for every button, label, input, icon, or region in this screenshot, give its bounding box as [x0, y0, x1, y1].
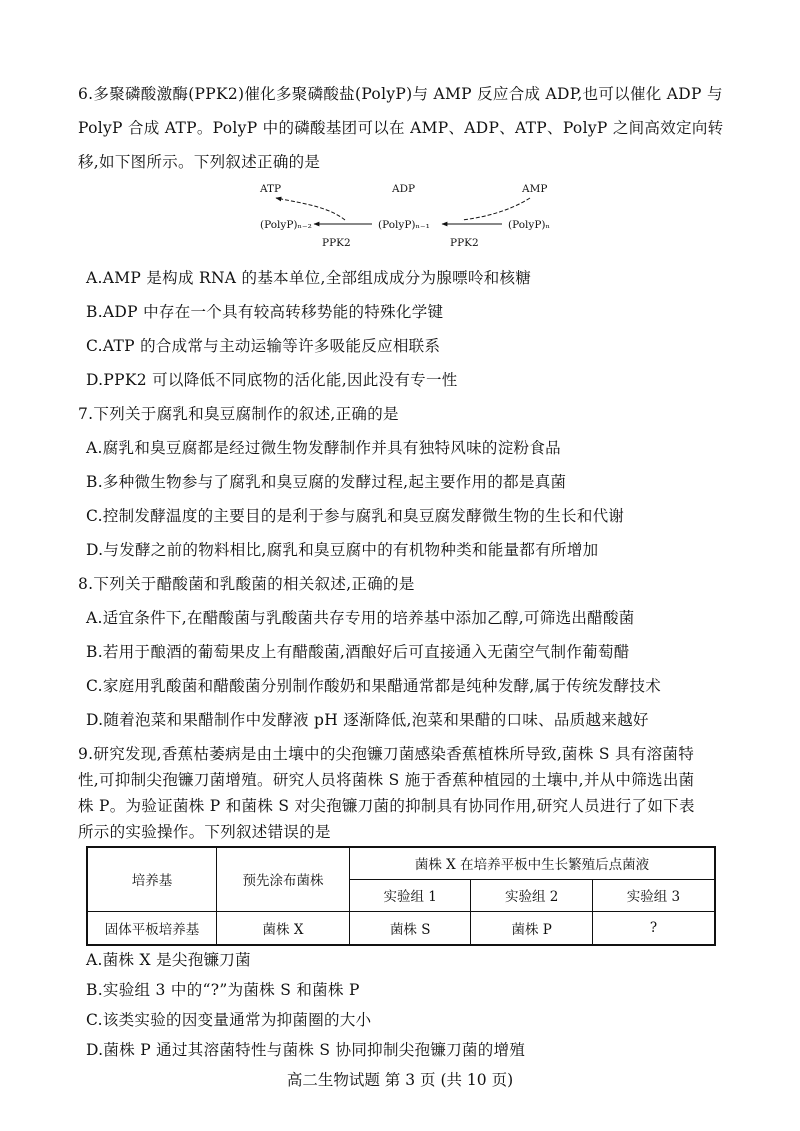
table-row	[87, 911, 715, 945]
q7-option-a: A.腐乳和臭豆腐都是经过微生物发酵制作并具有独特风味的淀粉食品	[86, 439, 561, 457]
amp-to-adp-curve	[462, 198, 530, 220]
q6-stem-line3: 移,如下图所示。下列叙述正确的是	[78, 153, 321, 171]
q6-option-a: A.AMP 是构成 RNA 的基本单位,全部组成成分为腺嘌呤和核糖	[86, 269, 532, 287]
adp-label: ADP	[392, 183, 416, 195]
polyp-n-minus-1: (PolyP)ₙ₋₁	[378, 219, 430, 231]
q9-stem-line4: 所示的实验操作。下列叙述错误的是	[78, 823, 331, 841]
q9-stem-line2: 性,可抑制尖孢镰刀菌增殖。研究人员将菌株 S 施于香蕉种植园的土壤中,并从中筛选出菌	[78, 771, 695, 789]
q8-option-d: D.随着泡菜和果醋制作中发酵液 pH 逐渐降低,泡菜和果醋的口味、品质越来越好	[86, 711, 649, 729]
q9-option-b: B.实验组 3 中的“?”为菌株 S 和菌株 P	[86, 981, 360, 999]
ppk2-left-label: PPK2	[322, 237, 351, 249]
cell-group-2: 菌株 P	[471, 911, 592, 945]
header-medium: 培养基	[87, 847, 217, 911]
q8-option-b: B.若用于酿酒的葡萄果皮上有醋酸菌,酒酿好后可直接通入无菌空气制作葡萄醋	[86, 643, 630, 661]
cell-group-3: ?	[592, 911, 715, 945]
page-footer: 高二生物试题 第 3 页 (共 10 页)	[286, 1071, 514, 1089]
amp-label: AMP	[522, 183, 548, 195]
q6-option-c: C.ATP 的合成常与主动运输等许多吸能反应相联系	[86, 337, 441, 355]
cell-medium: 固体平板培养基	[87, 911, 217, 945]
ppk2-right-label: PPK2	[450, 237, 479, 249]
experiment-table	[86, 846, 716, 946]
header-pre-spread: 预先涂布菌株	[217, 847, 350, 911]
atp-label: ATP	[260, 183, 282, 195]
q6-option-b: B.ADP 中存在一个具有较高转移势能的特殊化学键	[86, 303, 444, 321]
polyp-n-minus-2: (PolyP)ₙ₋₂	[260, 219, 312, 231]
q6-stem-line1: 6.多聚磷酸激酶(PPK2)催化多聚磷酸盐(PolyP)与 AMP 反应合成 ADP,也可以催化 ADP 与	[78, 85, 723, 103]
q7-option-c: C.控制发酵温度的主要目的是利于参与腐乳和臭豆腐发酵微生物的生长和代谢	[86, 507, 625, 525]
q9-stem-line3: 株 P。为验证菌株 P 和菌株 S 对尖孢镰刀菌的抑制具有协同作用,研究人员进行了如下表	[78, 797, 695, 815]
header-spot-liquid: 菌株 X 在培养平板中生长繁殖后点菌液	[350, 847, 716, 879]
header-group-2: 实验组 2	[471, 879, 592, 911]
adp-to-atp-arrow	[276, 198, 345, 220]
q8-option-c: C.家庭用乳酸菌和醋酸菌分别制作酸奶和果醋通常都是纯种发酵,属于传统发酵技术	[86, 677, 662, 695]
q9-option-a: A.菌株 X 是尖孢镰刀菌	[86, 951, 251, 969]
q7-stem: 7.下列关于腐乳和臭豆腐制作的叙述,正确的是	[78, 405, 399, 423]
header-group-1: 实验组 1	[350, 879, 471, 911]
q9-option-c: C.该类实验的因变量通常为抑菌圈的大小	[86, 1011, 372, 1029]
polyp-n: (PolyP)ₙ	[508, 219, 551, 231]
q8-stem: 8.下列关于醋酸菌和乳酸菌的相关叙述,正确的是	[78, 575, 415, 593]
q7-option-d: D.与发酵之前的物料相比,腐乳和臭豆腐中的有机物种类和能量都有所增加	[86, 541, 599, 559]
q7-option-b: B.多种微生物参与了腐乳和臭豆腐的发酵过程,起主要作用的都是真菌	[86, 473, 567, 491]
q9-stem-line1: 9.研究发现,香蕉枯萎病是由土壤中的尖孢镰刀菌感染香蕉植株所导致,菌株 S 具有溶菌特	[78, 745, 695, 763]
q8-option-a: A.适宜条件下,在醋酸菌与乳酸菌共存专用的培养基中添加乙醇,可筛选出醋酸菌	[86, 609, 635, 627]
q6-stem-line2: PolyP 合成 ATP。PolyP 中的磷酸基团可以在 AMP、ADP、ATP、PolyP 之间高效定向转	[78, 119, 724, 137]
phosphate-transfer-diagram	[250, 178, 580, 250]
cell-group-1: 菌株 S	[350, 911, 471, 945]
cell-pre-spread: 菌株 X	[217, 911, 350, 945]
q9-option-d: D.菌株 P 通过其溶菌特性与菌株 S 协同抑制尖孢镰刀菌的增殖	[86, 1041, 526, 1059]
header-group-3: 实验组 3	[592, 879, 715, 911]
q6-option-d: D.PPK2 可以降低不同底物的活化能,因此没有专一性	[86, 371, 458, 389]
